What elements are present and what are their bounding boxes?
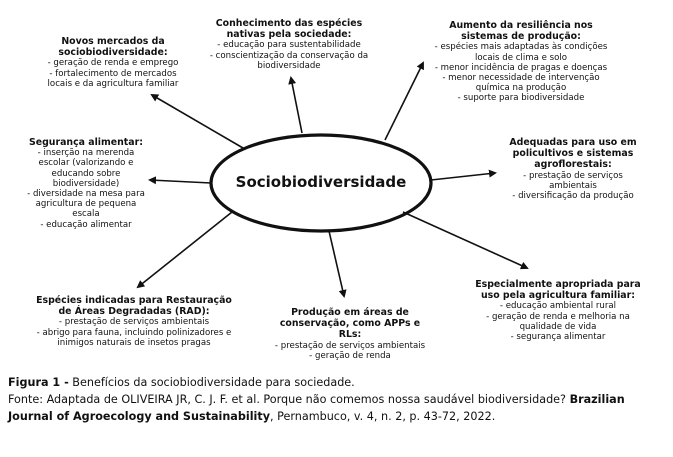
box-right-title: Adequadas para uso em policultivos e sistemas agroflorestais: [509,137,637,171]
figure-text: Benefícios da sociobiodiversidade para sociedade. [68,376,355,389]
arrow-left [150,180,211,183]
box-top-left-item: - fortalecimento de mercados locais e da agricultura familiar [47,68,179,89]
arrow-bottom-left [138,212,232,287]
box-left-item: - educação alimentar [40,219,132,230]
box-bottom-right [474,279,642,342]
arrow-bottom-right [403,212,527,268]
arrow-top-right [385,63,423,140]
box-bottom-left [30,295,238,348]
box-bottom-title: Produção em áreas de conservação, como APPs e RLs: [279,307,421,341]
box-bottom-left-item: - abrigo para fauna, incluindo polinizadores e inimigos naturais de insetos pragas [36,327,232,348]
source-prefix: Fonte: Adaptada de OLIVEIRA JR, C. J. F. et al. Porque não comemos nossa saudável biodiversidade? [8,393,570,406]
box-bottom-left-item: - prestação de serviços ambientais [58,317,210,328]
box-top-left [38,36,188,89]
box-bottom-right-item: - geração de renda e melhoria na qualidade de vida [486,311,630,332]
box-top-item: - educação para sustentabilidade [217,40,361,51]
source-suffix: , Pernambuco, v. 4, n. 2, p. 43-72, 2022. [270,410,496,423]
box-top-title: Conhecimento das espécies nativas pela sociedade: [215,18,363,41]
box-top-left-item: - geração de renda e emprego [47,58,179,69]
box-bottom-right-item: - educação ambiental rural [499,301,617,312]
box-top-right [426,20,616,104]
box-left-item: - diversidade na mesa para agricultura de pequena escala [27,189,145,220]
arrow-top-left [152,95,243,148]
box-top-left-title: Novos mercados da sociobiodiversidade: [58,36,168,59]
box-bottom-right-item: - segurança alimentar [510,332,606,343]
box-right [498,137,648,201]
figure-caption [8,374,668,425]
box-right-item: - prestação de serviços ambientais [523,170,623,191]
arrow-right [431,173,495,180]
box-top-right-item: - espécies mais adaptadas às condições locais de clima e solo [434,42,608,63]
journal-name: Brazilian Journal of Agroecology and Sustainability [8,393,625,423]
box-top [196,18,382,71]
box-bottom-item: - geração de renda [309,350,391,361]
figure-label: Figura 1 - [8,376,69,389]
arrow-top [291,78,302,133]
box-left-title: Segurança alimentar: [28,137,143,148]
source-line [8,391,668,425]
box-bottom-item: - prestação de serviços ambientais [274,340,426,351]
box-top-item: - conscientização da conservação da biodiversidade [209,50,369,71]
box-right-item: - diversificação da produção [512,191,634,202]
box-bottom-right-title: Especialmente apropriada para uso pela agricultura familiar: [475,279,641,302]
box-bottom-left-title: Espécies indicadas para Restauração de Áreas Degradadas (RAD): [36,295,232,318]
caption-line [8,374,668,391]
box-left [22,137,150,230]
box-top-right-item: - menor necessidade de intervenção química na produção [442,73,600,94]
box-top-right-item: - suporte para biodiversidade [457,93,585,104]
center-label: Sociobiodiversidade [235,173,407,191]
box-top-right-item: - menor incidência de pragas e doenças [434,62,608,73]
box-bottom [270,307,430,361]
arrow-bottom [329,231,344,296]
box-left-item: - inserção na merenda escolar (valorizando e educando sobre biodiversidade) [37,148,135,189]
box-top-right-title: Aumento da resiliência nos sistemas de produção: [449,20,593,43]
